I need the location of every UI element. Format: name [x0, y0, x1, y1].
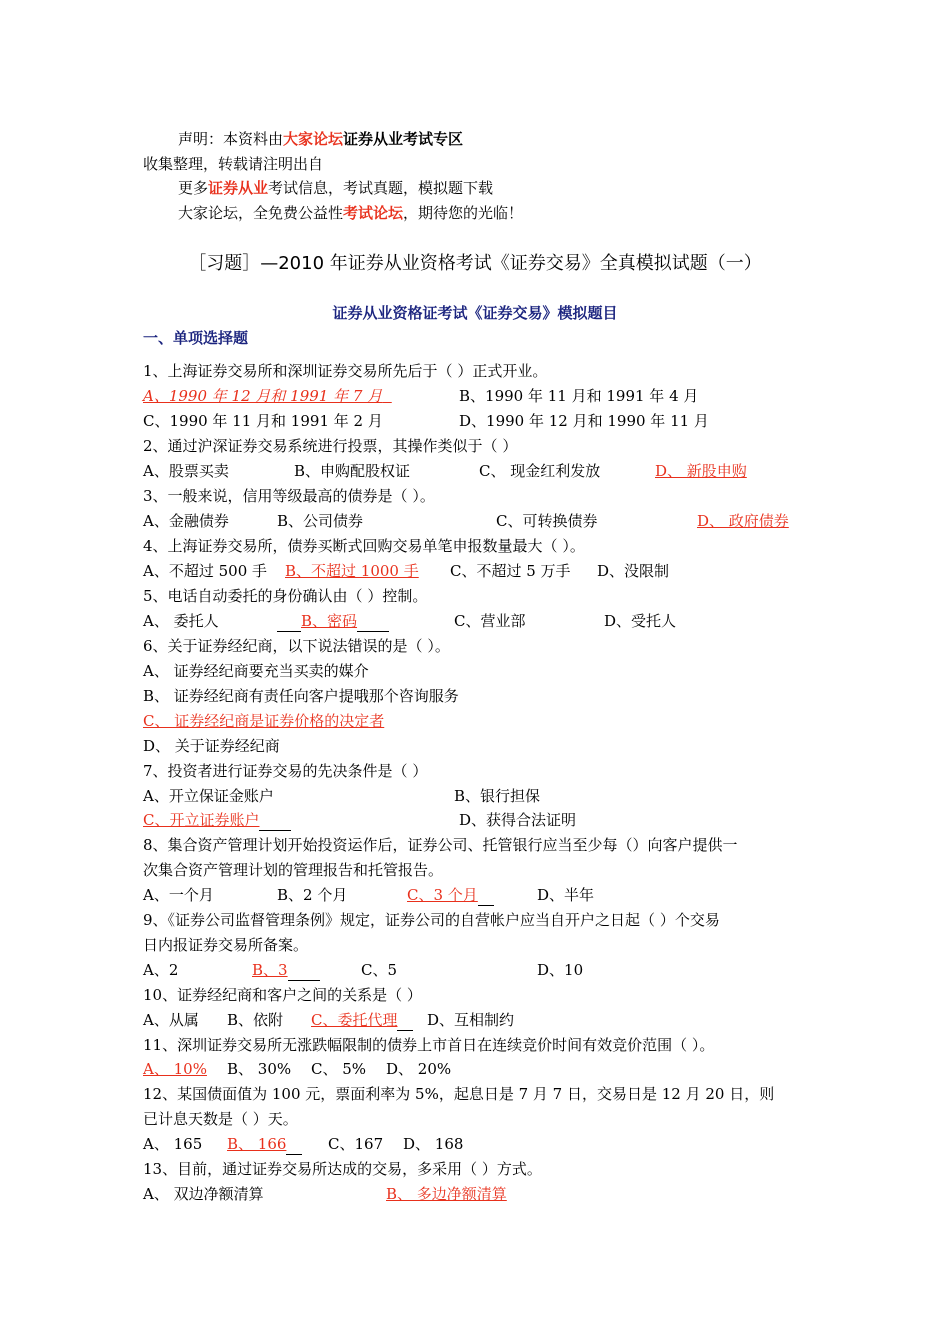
q4-option-b: B、不超过 1000 手 — [285, 562, 419, 580]
question-8-line-1: 8、集合资产管理计划开始投资运作后，证券公司、托管银行应当至少每（）向客户提供一 — [143, 836, 738, 854]
free-red: 考试论坛 — [343, 204, 404, 222]
q11-option-c: C、 5% — [311, 1060, 367, 1078]
forum-name: 大家论坛 — [283, 130, 344, 148]
question-7: 7、投资者进行证券交易的先决条件是（ ） — [143, 762, 428, 780]
q4-option-d: D、没限制 — [597, 562, 670, 580]
q11-option-b: B、 30% — [227, 1060, 292, 1078]
more-red: 证券从业 — [208, 179, 269, 197]
q1-option-c: C、1990 年 11 月和 1991 年 2 月 — [143, 412, 383, 430]
question-8-line-2: 次集合资产管理计划的管理报告和托管报告。 — [143, 861, 444, 879]
q5-option-b: B、密码 — [277, 611, 389, 632]
q11-option-d: D、 20% — [386, 1060, 452, 1078]
question-1: 1、上海证券交易所和深圳证券交易所先后于（ ）正式开业。 — [143, 362, 548, 380]
q10-option-a: A、从属 — [143, 1011, 199, 1029]
q12-option-c: C、167 — [328, 1135, 384, 1153]
q7-option-b: B、银行担保 — [454, 787, 541, 805]
q12-option-a: A、 165 — [143, 1135, 203, 1153]
question-9-line-1: 9、《证券公司监督管理条例》规定，证券公司的自营帐户应当自开户之日起（ ）个交易 — [143, 911, 720, 929]
q8-option-c: C、3 个月 — [407, 885, 494, 906]
q2-option-b: B、申购配股权证 — [294, 462, 411, 480]
q3-option-b: B、公司债券 — [277, 512, 364, 530]
q7-option-d: D、获得合法证明 — [459, 811, 577, 829]
q2-option-a: A、股票买卖 — [143, 462, 229, 480]
q1-option-a: A、1990 年 12 月和 1991 年 7 月 — [143, 387, 383, 405]
q7-option-a: A、开立保证金账户 — [143, 787, 274, 805]
q12-option-b: B、 166 — [227, 1134, 302, 1155]
question-4: 4、上海证券交易所，债券买断式回购交易单笔申报数量最大（ ）。 — [143, 537, 585, 555]
question-10: 10、证券经纪商和客户之间的关系是（ ） — [143, 986, 422, 1004]
question-9-line-2: 日内报证券交易所备案。 — [143, 936, 309, 954]
q4-option-a: A、不超过 500 手 — [143, 562, 267, 580]
question-3: 3、一般来说，信用等级最高的债券是（ ）。 — [143, 487, 435, 505]
q5-option-c: C、营业部 — [454, 612, 526, 630]
q11-option-a: A、 10% — [143, 1060, 207, 1078]
section-heading: 一、单项选择题 — [143, 329, 249, 347]
q10-option-b: B、依附 — [227, 1011, 284, 1029]
q5-option-a: A、 委托人 — [143, 612, 219, 630]
free-prefix: 大家论坛，全免费公益性 — [178, 204, 344, 222]
sub-title: 证券从业资格证考试《证券交易》模拟题目 — [332, 304, 618, 322]
question-5: 5、电话自动委托的身份确认由（ ）控制。 — [143, 587, 428, 605]
q6-option-d: D、 关于证券经纪商 — [143, 737, 280, 755]
q13-option-a: A、 双边净额清算 — [143, 1185, 264, 1203]
question-2: 2、通过沪深证券交易系统进行投票，其操作类似于（ ） — [143, 437, 518, 455]
q9-option-c: C、5 — [361, 961, 398, 979]
q8-option-b: B、2 个月 — [277, 886, 348, 904]
more-prefix: 更多 — [178, 179, 209, 197]
q2-option-c: C、 现金红利发放 — [479, 462, 601, 480]
q9-option-a: A、2 — [143, 961, 179, 979]
q1-option-b: B、1990 年 11 月和 1991 年 4 月 — [459, 387, 699, 405]
free-line — [178, 203, 523, 223]
more-suffix: 考试信息，考试真题，模拟题下载 — [268, 179, 494, 197]
q12-option-d: D、 168 — [403, 1135, 464, 1153]
q6-option-c: C、 证券经纪商是证券价格的决定者 — [143, 712, 385, 730]
q9-option-d: D、10 — [537, 961, 584, 979]
question-13: 13、目前，通过证券交易所达成的交易，多采用（ ）方式。 — [143, 1160, 542, 1178]
q8-option-a: A、一个月 — [143, 886, 214, 904]
question-11: 11、深圳证券交易所无涨跌幅限制的债券上市首日在连续竞价时间有效竞价范围（ ）。 — [143, 1036, 715, 1054]
statement-line — [178, 129, 463, 149]
q3-option-d: D、 政府债券 — [697, 512, 789, 530]
q10-option-c: C、委托代理 — [311, 1010, 413, 1031]
q13-option-b: B、 多边净额清算 — [386, 1185, 507, 1203]
q6-option-b: B、 证券经纪商有责任向客户提哦那个咨询服务 — [143, 687, 459, 705]
doc-title: ［习题］—2010 年证券从业资格考试《证券交易》全真模拟试题（一） — [188, 253, 762, 274]
q3-option-c: C、可转换债券 — [496, 512, 598, 530]
q9-option-b: B、3 — [252, 960, 320, 981]
q6-option-a: A、 证券经纪商要充当买卖的媒介 — [143, 662, 369, 680]
q10-option-d: D、互相制约 — [427, 1011, 515, 1029]
question-6: 6、关于证券经纪商，以下说法错误的是（ ）。 — [143, 637, 450, 655]
q5-option-d: D、受托人 — [604, 612, 677, 630]
question-12-line-1: 12、某国债面值为 100 元，票面利率为 5%，起息日是 7 月 7 日，交易日是 12 月 20 日，则 — [143, 1085, 775, 1103]
statement-prefix: 声明：本资料由 — [178, 130, 284, 148]
q8-option-d: D、半年 — [537, 886, 595, 904]
q1-option-d: D、1990 年 12 月和 1990 年 11 月 — [459, 412, 709, 430]
statement-suffix: 证券从业考试专区 — [343, 130, 464, 148]
collect-line: 收集整理，转载请注明出自 — [143, 155, 324, 173]
q7-option-c: C、开立证券账户 — [143, 810, 291, 831]
more-line — [178, 178, 493, 198]
q2-option-d: D、 新股申购 — [655, 462, 747, 480]
q4-option-c: C、不超过 5 万手 — [450, 562, 571, 580]
question-12-line-2: 已计息天数是（ ）天。 — [143, 1110, 298, 1128]
free-suffix: ，期待您的光临！ — [403, 204, 524, 222]
q3-option-a: A、金融债券 — [143, 512, 229, 530]
